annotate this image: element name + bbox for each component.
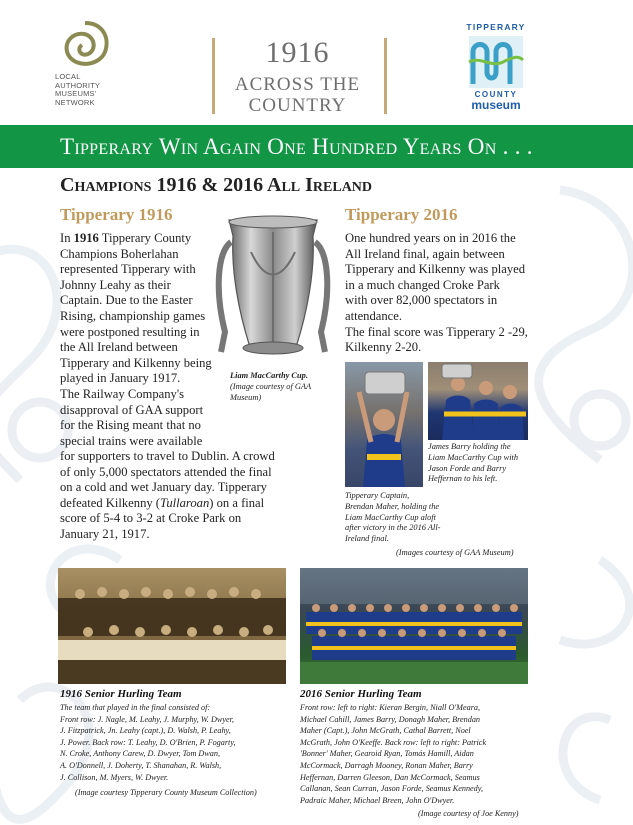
team-2016-credit: (Image courtesy of Joe Kenny) bbox=[418, 809, 519, 818]
section-heading-1916: Tipperary 1916 bbox=[60, 205, 173, 224]
photo-brendan-maher-caption: Tipperary Captain, Brendan Maher, holding the Liam MacCarthy Cup aloft after victory in the 2016 All- Ireland final. bbox=[345, 491, 441, 544]
tipperary-county-museum-logo: TIPPERARY COUNTY museum bbox=[466, 22, 526, 112]
museum-emblem-icon bbox=[465, 34, 527, 90]
local-authority-museums-network-logo bbox=[55, 18, 115, 73]
photo-2016-team bbox=[300, 568, 528, 684]
team-1916-title: 1916 Senior Hurling Team bbox=[60, 688, 182, 700]
network-name: LOCAL AUTHORITY MUSEUMS' NETWORK bbox=[55, 72, 101, 107]
cup-caption: Liam MacCarthy Cup. (Image courtesy of GAA Museum) bbox=[230, 371, 312, 402]
header-divider-left bbox=[212, 38, 215, 114]
article-2016-text: One hundred years on in 2016 the All Ireland final, again between Tipperary and Kilkenny was played in a much changed Croke Park with over 82,000 spectators in attendance. The final score was Tipperary 2 -29, Kilkenny 2-20. bbox=[345, 231, 528, 355]
header-title-block bbox=[220, 38, 375, 116]
team-2016-title: 2016 Senior Hurling Team bbox=[300, 688, 422, 700]
header-line-1: ACROSS THE bbox=[234, 74, 361, 95]
gaa-museum-credit: (Images courtesy of GAA Museum) bbox=[396, 548, 514, 557]
headline-banner-text: Tipperary Win Again One Hundred Years On . . . bbox=[60, 134, 533, 159]
team-1916-lineup: The team that played in the final consisted of: Front row: J. Nagle, M. Leahy, J. Murphy, W. Dwyer, J. Fitzpatrick, Jn. Leahy (capt.), D. Walsh, P. Leahy, J. Power. Back row: T. Leahy, D. O'Brien, P. Fogarty, N. Croke, Anthony Carew, D. Dwyer, Tom Dwan, A. O'Donnell, J. Doherty, T. Shanahan, R. Walsh, J. Collison, M. Myers, W. Dwyer. bbox=[60, 703, 236, 782]
header-year: 1916 bbox=[265, 36, 330, 69]
header-line-2: COUNTRY bbox=[248, 95, 347, 116]
photo-james-barry-caption: James Barry holding the Liam MacCarthy Cup with Jason Forde and Barry Heffernan to his left. bbox=[428, 442, 519, 484]
section-heading-2016: Tipperary 2016 bbox=[345, 205, 458, 224]
photo-james-barry-cup bbox=[428, 362, 528, 440]
photo-brendan-maher-cup bbox=[345, 362, 423, 487]
team-2016-lineup: Front row: left to right: Kieran Bergin, Niall O'Meara, Michael Cahill, James Barry, Donagh Maher, Brendan Maher (Capt.), John McGrath, Cathal Barrett, Noel McGrath, John O'Keeffe. Back row: left to right: Patrick 'Bonner' Maher, Gearoid Ryan, Tomás Hamill, Aidan McCormack, Darragh Mooney, Ronan Maher, Barry Heffernan, Darren Gleeson, Dan McCormack, Seamus Callanan, Sean Curran, Jason Forde, Seamus Kennedy, Padraic Maher, Michael Breen, John O'Dwyer. bbox=[300, 703, 487, 805]
team-1916-credit: (Image courtesy Tipperary County Museum Collection) bbox=[75, 788, 257, 797]
article-1916-text: In 1916 Tipperary County Champions Boherlahan represented Tipperary with Johnny Leahy as their Captain. Due to the Easter Rising, championship games were postponed resulting in the All Ireland between Tipperary and Kilkenny being played in January 1917. The Railway Company's disapproval of GAA support for the Rising meant that no special trains were available bbox=[60, 231, 212, 448]
page-title: Champions 1916 & 2016 All Ireland bbox=[60, 174, 373, 196]
photo-1916-team bbox=[58, 568, 286, 684]
article-1916-text-continued: for supporters to travel to Dublin. A crowd of only 5,000 spectators attended the final on a cold and wet January day. Tipperary defeated Kilkenny (Tullaroan) on a final score of 5-4 to 3-2 at Croke Park on January 21, 1917. bbox=[60, 449, 275, 541]
liam-maccarthy-cup-image bbox=[215, 212, 331, 362]
header-divider-right bbox=[384, 38, 387, 114]
